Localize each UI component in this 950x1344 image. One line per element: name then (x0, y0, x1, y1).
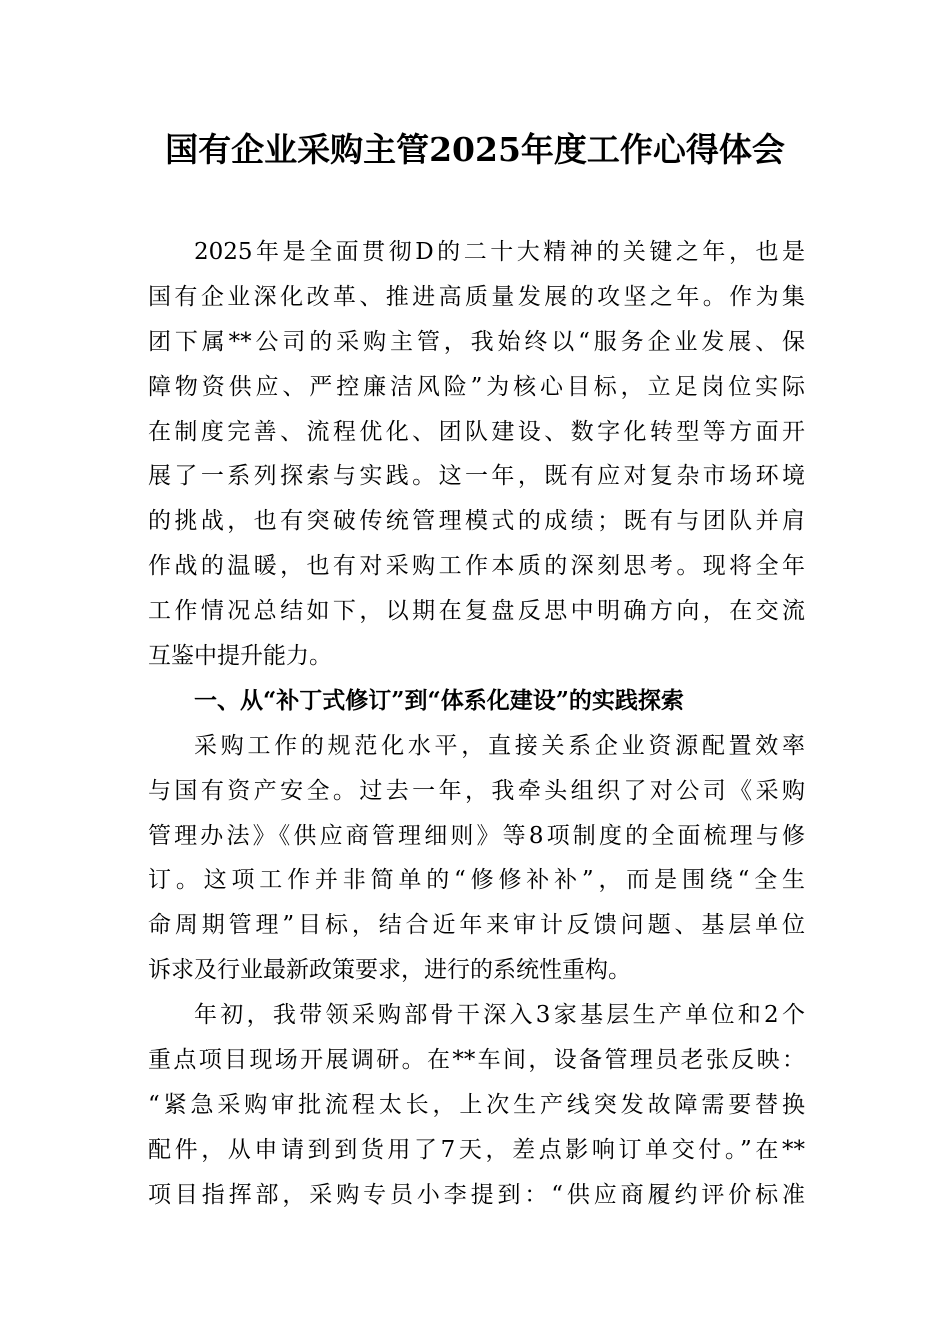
text-line: 互鉴中提升能力。 (148, 643, 332, 670)
paragraph (148, 724, 805, 993)
document-title: 国有企业采购主管2025年度工作心得体会 (165, 130, 785, 169)
text-line: 障物资供应、严控廉洁风险”为核心目标，立足岗位实际 (148, 373, 805, 400)
text-line: 工作情况总结如下，以期在复盘反思中明确方向，在交流 (148, 598, 805, 625)
text-line: 订。这项工作并非简单的“修修补补”，而是围绕“全生 (148, 867, 805, 894)
text-line: 团下属**公司的采购主管，我始终以“服务企业发展、保 (148, 328, 805, 355)
text-line: 一、从“补丁式修订”到“体系化建设”的实践探索 (194, 686, 684, 714)
text-line: 配件，从申请到到货用了7天，差点影响订单交付。”在** (148, 1136, 805, 1163)
section-heading (148, 679, 805, 724)
text-line: “紧急采购审批流程太长，上次生产线突发故障需要替换 (148, 1091, 805, 1118)
paragraph (148, 230, 805, 679)
paragraph (148, 993, 805, 1217)
text-line: 在制度完善、流程优化、团队建设、数字化转型等方面开 (148, 418, 805, 445)
text-line: 2025年是全面贯彻D的二十大精神的关键之年，也是 (194, 239, 805, 265)
text-line: 的挑战，也有突破传统管理模式的成绩；既有与团队并肩 (148, 508, 805, 535)
text-line: 命周期管理”目标，结合近年来审计反馈问题、基层单位 (148, 912, 805, 939)
text-line: 与国有资产安全。过去一年，我牵头组织了对公司《采购 (148, 777, 805, 804)
text-line: 年初，我带领采购部骨干深入3家基层生产单位和2个 (194, 1002, 805, 1029)
text-line: 国有企业深化改革、推进高质量发展的攻坚之年。作为集 (148, 283, 805, 310)
text-line: 项目指挥部，采购专员小李提到：“供应商履约评价标准 (148, 1181, 805, 1208)
document-body (148, 230, 805, 1218)
text-line: 管理办法》《供应商管理细则》等8项制度的全面梳理与修 (148, 822, 805, 849)
text-line: 采购工作的规范化水平，直接关系企业资源配置效率 (194, 732, 805, 759)
text-line: 展了一系列探索与实践。这一年，既有应对复杂市场环境 (148, 463, 805, 490)
text-line: 重点项目现场开展调研。在**车间，设备管理员老张反映： (148, 1047, 805, 1074)
text-line: 作战的温暖，也有对采购工作本质的深刻思考。现将全年 (148, 553, 805, 580)
text-line: 诉求及行业最新政策要求，进行的系统性重构。 (148, 957, 631, 984)
